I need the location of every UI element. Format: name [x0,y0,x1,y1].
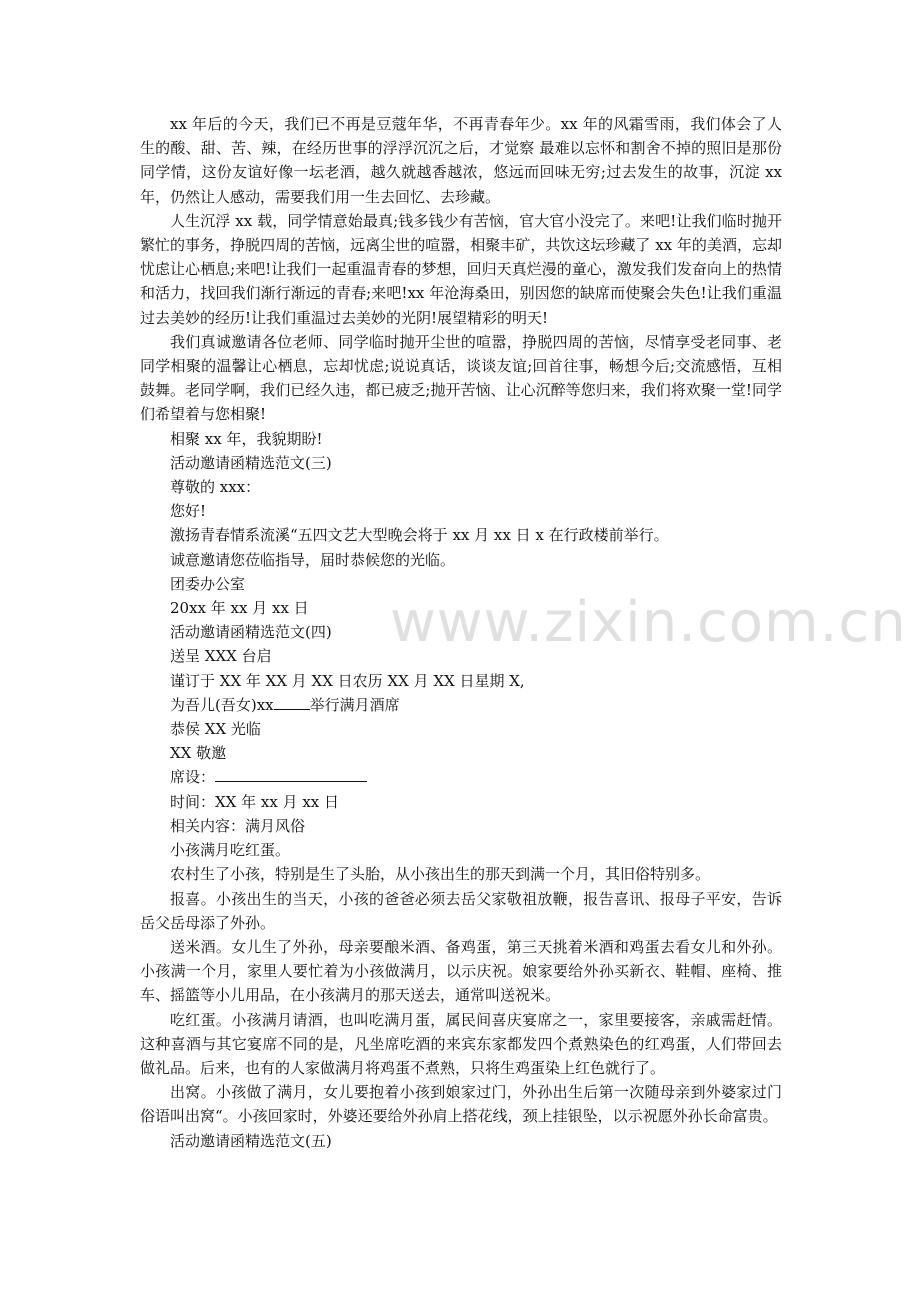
await-line: 恭侯 XX 光临 [170,720,261,739]
banquet-line [140,693,782,717]
venue-line [140,765,782,789]
date-line: 谨订于 XX 年 XX 月 XX 日农历 XX 月 XX 日星期 X, [170,671,525,690]
paragraph-reunion-intro: xx 年后的今天，我们已不再是豆蔻年华，不再青春年少。xx 年的风霜雪雨，我们体会了人生的酸、甜、苦、辣，在经历世事的浮浮沉沉之后，才觉察 最难以忘怀和割舍不掉的照旧是那份同学情，这份友谊好像一坛老酒，越久就越香越浓，悠远而回味无穷;过去发生的故事，沉淀 xx 年，仍然让人感动，需要我们用一生去回忆、去珍藏。 [140,115,782,206]
salutation: 尊敬的 xxx： [170,478,261,497]
recipient-line: 送呈 XXX 台启 [170,647,272,666]
section-heading-5: 活动邀请函精选范文(五) [170,1131,332,1150]
paragraph-chihongdan: 吃红蛋。小孩满月请酒，也叫吃满月蛋，属民间喜庆宴席之一，家里要接客，亲戚需赶情。这种喜酒与其它宴席不同的是，凡坐席吃酒的来宾东家都发四个煮熟染色的红鸡蛋，人们带回去做礼品。后来，也有的人家做满月将鸡蛋不煮熟，只将生鸡蛋染上红色就行了。 [140,1010,782,1077]
paragraph-songmijiu: 送米酒。女儿生了外孙，母亲要酿米酒、备鸡蛋，第三天挑着米酒和鸡蛋去看女儿和外孙。小孩满一个月，家里人要忙着为小孩做满月，以示庆祝。娘家要给外孙买新衣、鞋帽、座椅、推车、摇篮等小儿用品，在小孩满月的那天送去，通常叫送祝米。 [140,937,782,1005]
fill-in-blank [274,695,310,710]
paragraph-baoxi: 报喜。小孩出生的当天，小孩的爸爸必须去岳父家敬祖放鞭，报告喜讯、报母子平安，告诉岳父岳母添了外孙。 [140,889,782,932]
greeting: 您好! [170,502,207,521]
reunion-closing-line: 相聚 xx 年，我貌期盼! [170,429,323,448]
paragraph-customs-intro: 农村生了小孩，特别是生了头胎，从小孩出生的那天到满一个月，其旧俗特别多。 [170,865,711,884]
document-page [140,112,782,1153]
venue-label: 席设： [170,768,216,787]
time-line: 时间：XX 年 xx 月 xx 日 [170,792,340,811]
red-egg-heading: 小孩满月吃红蛋。 [170,841,291,860]
section-heading-4: 活动邀请函精选范文(四) [170,623,332,642]
host-signature: XX 敬邀 [170,744,227,763]
paragraph-chuwo: 出窝。小孩做了满月，女儿要抱着小孩到娘家过门，外孙出生后第一次随母亲到外婆家过门俗语叫出窝“。小孩回家时，外婆还要给外孙肩上搭花线，颈上挂银坠，以示祝愿外孙长命富贵。 [140,1083,782,1126]
banquet-line-end: 举行满月酒席 [309,695,400,714]
paragraph-reunion-invite: 人生沉浮 xx 载，同学情意始最真;钱多钱少有苦恼，官大官小没完了。来吧!让我们临时抛开繁忙的事务，挣脱四周的苦恼，远离尘世的喧嚣，相聚丰矿，共饮这坛珍藏了 xx 年的美酒，忘却忧虑让心栖息;来吧!让我们一起重温青春的梦想，回归天真烂漫的童心，激发我们发奋向上的热情和活力，找回我们渐行渐远的青春;来吧!xx 年沧海桑田，别因您的缺席而使聚会失色!让我们重温过去美妙的经历!让我们重温过去美妙的光阴!展望精彩的明天! [140,211,782,327]
section-heading-3: 活动邀请函精选范文(三) [170,453,332,472]
invitation-sentence: 诚意邀请您莅临指导，届时恭候您的光临。 [170,550,456,569]
event-announcement: 激扬青春情系流溪“五四文艺大型晚会将于 xx 月 xx 日 x 在行政楼前举行。 [170,526,669,545]
venue-blank [215,767,367,782]
letter-date: 20xx 年 xx 月 xx 日 [170,599,309,618]
watermark-text: www.zixin.com.cn [390,590,907,655]
paragraph-reunion-sincere: 我们真诚邀请各位老师、同学临时抛开尘世的喧嚣，挣脱四周的苦恼，尽情享受老同事、老同学相聚的温馨让心栖息，忘却忧虑;说说真话，谈谈友谊;回首往事，畅想今后;交流感悟，互相鼓舞。老同学啊，我们已经久违，都已疲乏;抛开苦恼、让心沉醉等您归来，我们将欢聚一堂!同学们希望着与您相聚! [140,332,782,424]
sender-office: 团委办公室 [170,574,246,593]
related-content-line: 相关内容：满月风俗 [170,816,306,835]
banquet-line-start: 为吾儿(吾女)xx [170,695,274,714]
